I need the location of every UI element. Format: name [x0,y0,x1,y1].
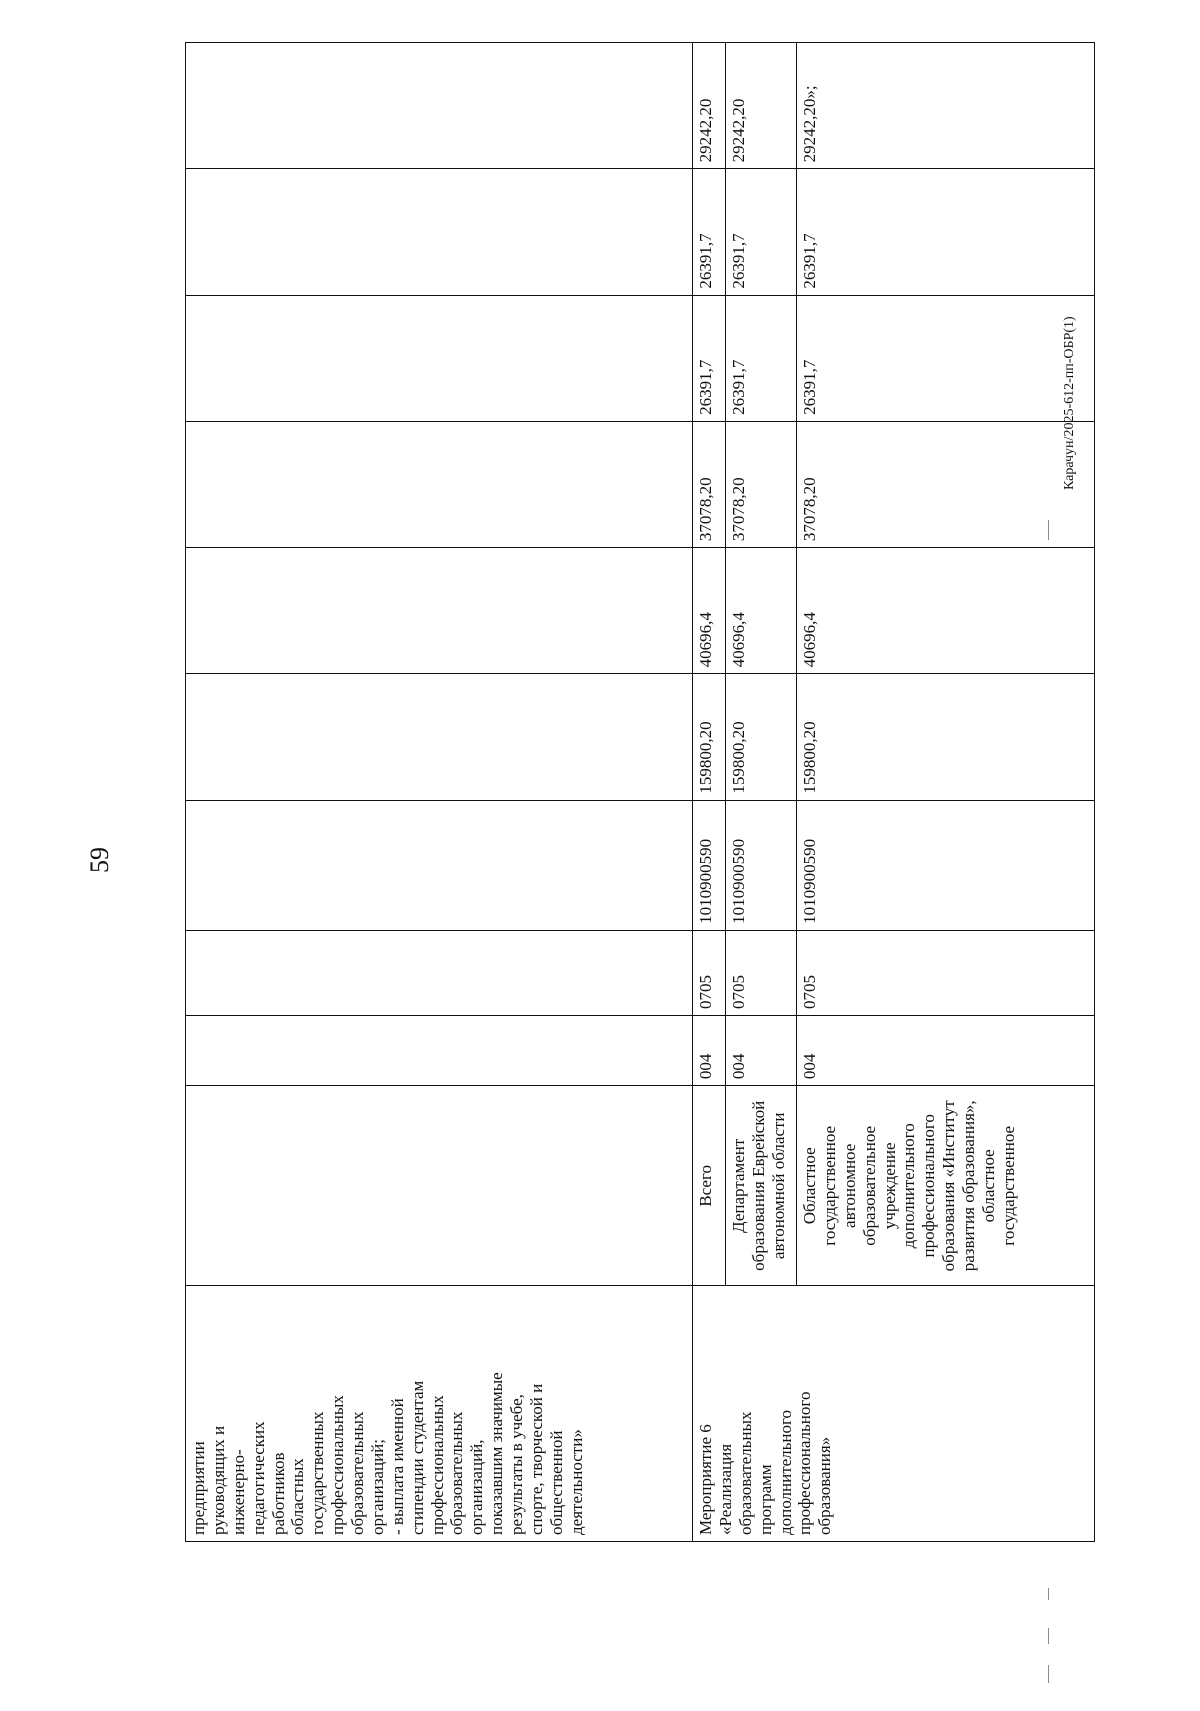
executor-text-line: областное [978,1149,998,1223]
event-text-line: программ [755,1464,775,1535]
budget-table [185,42,1095,1542]
activity-text-line: инженерно- [228,1449,248,1535]
event-text-line: образования» [815,1436,835,1535]
target-article-cell: 1010900590 [797,800,1095,930]
year-amount-cell: 26391,7 [726,169,797,295]
year-amount-cell: 37078,20 [797,421,1095,547]
rotated-table-wrapper [185,42,1095,1542]
scan-artifact [1048,1665,1049,1683]
activity-text-line: педагогических [248,1421,268,1535]
empty-cell [186,930,693,1015]
year-amount-cell: 40696,4 [693,548,726,674]
target-article-cell: 1010900590 [693,800,726,930]
document-registration-code: Карачун/2025-612-пп-ОБР(1) [1062,316,1077,490]
grbs-cell: 004 [726,1015,797,1085]
activity-text-line: руководящих и [208,1425,228,1535]
activity-text-line: - выплата именной [387,1398,407,1535]
executor-text-line: образования «Институт [939,1100,959,1272]
year-amount-cell: 29242,20 [726,43,797,169]
total-amount-cell: 159800,20 [726,674,797,800]
activity-text-line: организаций, [467,1439,487,1535]
empty-cell [186,169,693,295]
executor-text-line: автономной области [768,1112,788,1260]
executor-text-line: образования Еврейской [748,1100,768,1271]
year-amount-cell: 29242,20»; [797,43,1095,169]
event-text-line: дополнительного [775,1409,795,1535]
scan-artifact [1048,1628,1049,1644]
activity-text-line: стипендии студентам [407,1380,427,1535]
activity-text-line: областных [288,1458,308,1535]
activity-text-line: показавшим значимые [487,1372,507,1535]
executor-text-line: государственное [998,1125,1018,1246]
activity-text-line: результаты в учебе, [507,1394,526,1535]
year-amount-cell: 40696,4 [797,548,1095,674]
executor-text-line: дополнительного [899,1123,919,1249]
executor-cell [797,1086,1095,1286]
executor-cell [726,1086,797,1286]
empty-cell [186,1015,693,1085]
activity-text-line: образовательных [447,1411,467,1535]
executor-text-line: развития образования», [959,1100,978,1272]
table-row [186,43,693,1542]
grbs-cell: 004 [693,1015,726,1085]
executor-text-line: профессионального [919,1114,939,1258]
scan-artifact [1048,520,1049,540]
year-amount-cell: 26391,7 [797,295,1095,421]
empty-cell [186,548,693,674]
executor-text-line: государственное [819,1125,839,1246]
activity-text-line: образовательных [348,1411,367,1535]
executor-text-line: Всего [696,1164,715,1207]
year-amount-cell: 40696,4 [726,548,797,674]
activity-text-line: спорте, творческой и [526,1383,546,1535]
event-text-line: «Реализация [715,1443,735,1535]
section-cell: 0705 [693,930,726,1015]
activity-text-line: профессиональных [328,1395,348,1535]
activity-text-line: общественной [546,1430,566,1535]
year-amount-cell: 26391,7 [726,295,797,421]
empty-cell [186,674,693,800]
year-amount-cell: 37078,20 [693,421,726,547]
event-text-line: профессионального [795,1391,815,1535]
activity-description-cell [186,1286,693,1542]
executor-text-line: Областное [800,1147,819,1225]
year-amount-cell: 26391,7 [797,169,1095,295]
event-text-line: Мероприятие 6 [696,1424,715,1535]
year-amount-cell: 37078,20 [726,421,797,547]
event-text-line: образовательных [735,1411,755,1535]
executor-text-line: автономное [839,1143,859,1228]
total-amount-cell: 159800,20 [797,674,1095,800]
year-amount-cell: 26391,7 [693,295,726,421]
executor-text-line: учреждение [879,1142,899,1230]
total-amount-cell: 159800,20 [693,674,726,800]
section-cell: 0705 [726,930,797,1015]
executor-text-line: Департамент [729,1138,748,1233]
activity-text-line: государственных [308,1411,328,1535]
activity-text-line: работников [268,1452,288,1535]
empty-cell [186,1086,693,1286]
activity-text-line: деятельности» [566,1429,586,1535]
event-name-cell [693,1286,1095,1542]
table-row [693,43,726,1542]
empty-cell [186,295,693,421]
activity-text-line: предприятии [189,1441,208,1535]
activity-text-line: профессиональных [427,1395,447,1535]
empty-cell [186,800,693,930]
empty-cell [186,421,693,547]
grbs-cell: 004 [797,1015,1095,1085]
page-number: 59 [85,847,114,873]
empty-cell [186,43,693,169]
executor-cell [693,1086,726,1286]
year-amount-cell: 29242,20 [693,43,726,169]
scan-artifact [1048,1588,1049,1600]
target-article-cell: 1010900590 [726,800,797,930]
section-cell: 0705 [797,930,1095,1015]
activity-text-line: организаций; [367,1439,387,1535]
executor-text-line: образовательное [859,1125,879,1246]
year-amount-cell: 26391,7 [693,169,726,295]
